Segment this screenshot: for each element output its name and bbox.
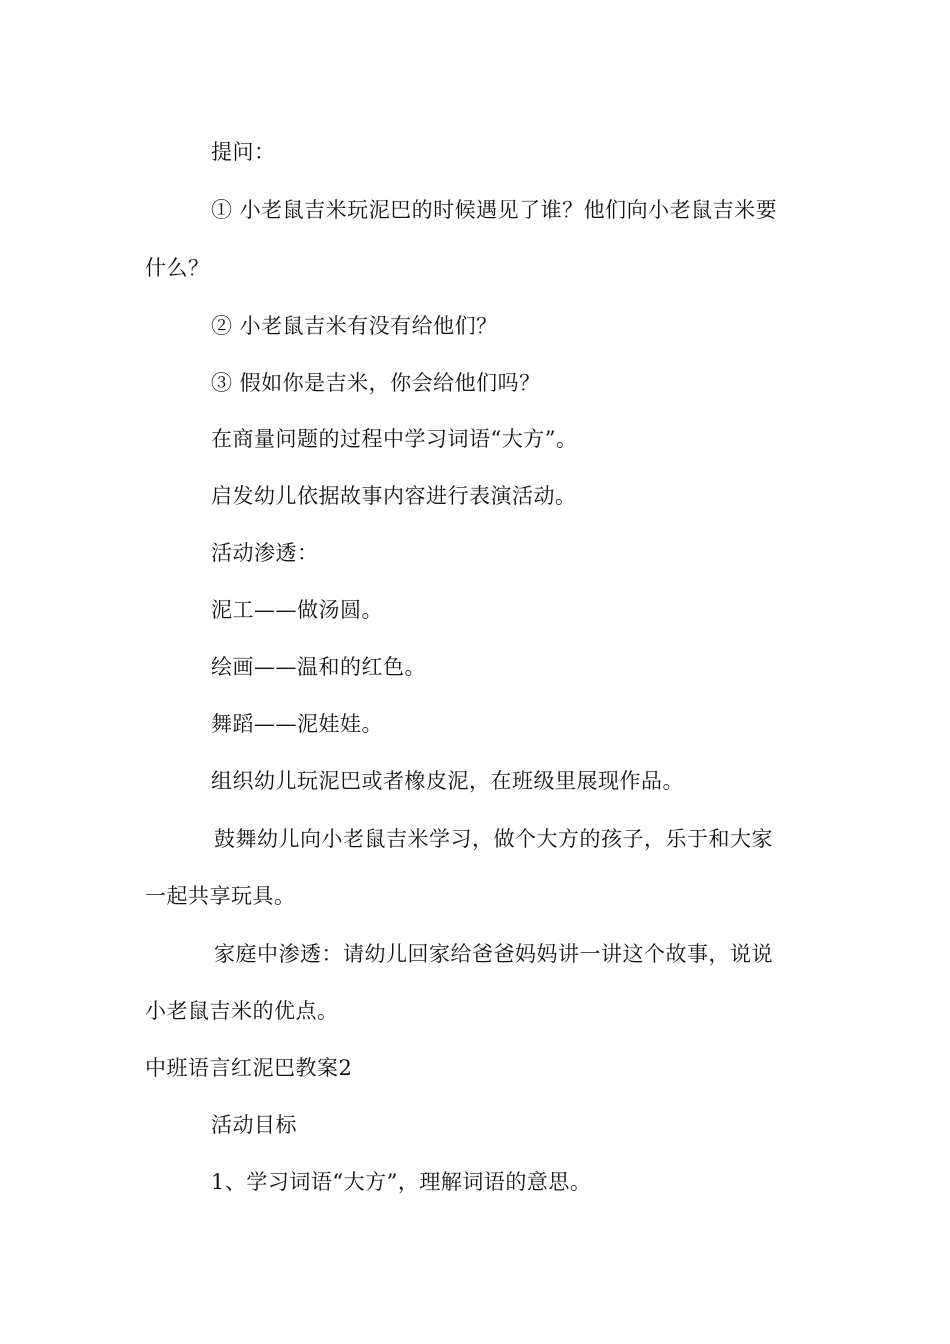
- text-line: ③ 假如你是吉米，你会给他们吗？: [211, 371, 541, 395]
- text-line: 绘画——温和的红色。: [211, 655, 426, 679]
- text-line: ② 小老鼠吉米有没有给他们？: [211, 314, 498, 338]
- text-line: 家庭中渗透：请幼儿回家给爸爸妈妈讲一讲这个故事，说说: [214, 942, 773, 966]
- text-line: 泥工——做汤圆。: [211, 598, 383, 622]
- text-line: 舞蹈——泥娃娃。: [211, 712, 383, 736]
- text-line: 活动目标: [211, 1113, 297, 1137]
- text-line: 组织幼儿玩泥巴或者橡皮泥，在班级里展现作品。: [211, 769, 684, 793]
- text-line: 什么？: [145, 256, 210, 280]
- text-line: 在商量问题的过程中学习词语“大方”。: [211, 427, 578, 451]
- text-line: 1、学习词语“大方”，理解词语的意思。: [211, 1170, 592, 1194]
- section-heading: 中班语言红泥巴教案2: [145, 1056, 353, 1080]
- text-line: 提问：: [211, 140, 276, 164]
- text-line: 启发幼儿依据故事内容进行表演活动。: [211, 484, 577, 508]
- text-line: 一起共享玩具。: [145, 884, 296, 908]
- text-line: 活动渗透：: [211, 541, 319, 565]
- text-line: 小老鼠吉米的优点。: [145, 999, 339, 1023]
- text-line: 鼓舞幼儿向小老鼠吉米学习，做个大方的孩子，乐于和大家: [214, 827, 773, 851]
- text-line: ① 小老鼠吉米玩泥巴的时候遇见了谁？他们向小老鼠吉米要: [211, 198, 778, 222]
